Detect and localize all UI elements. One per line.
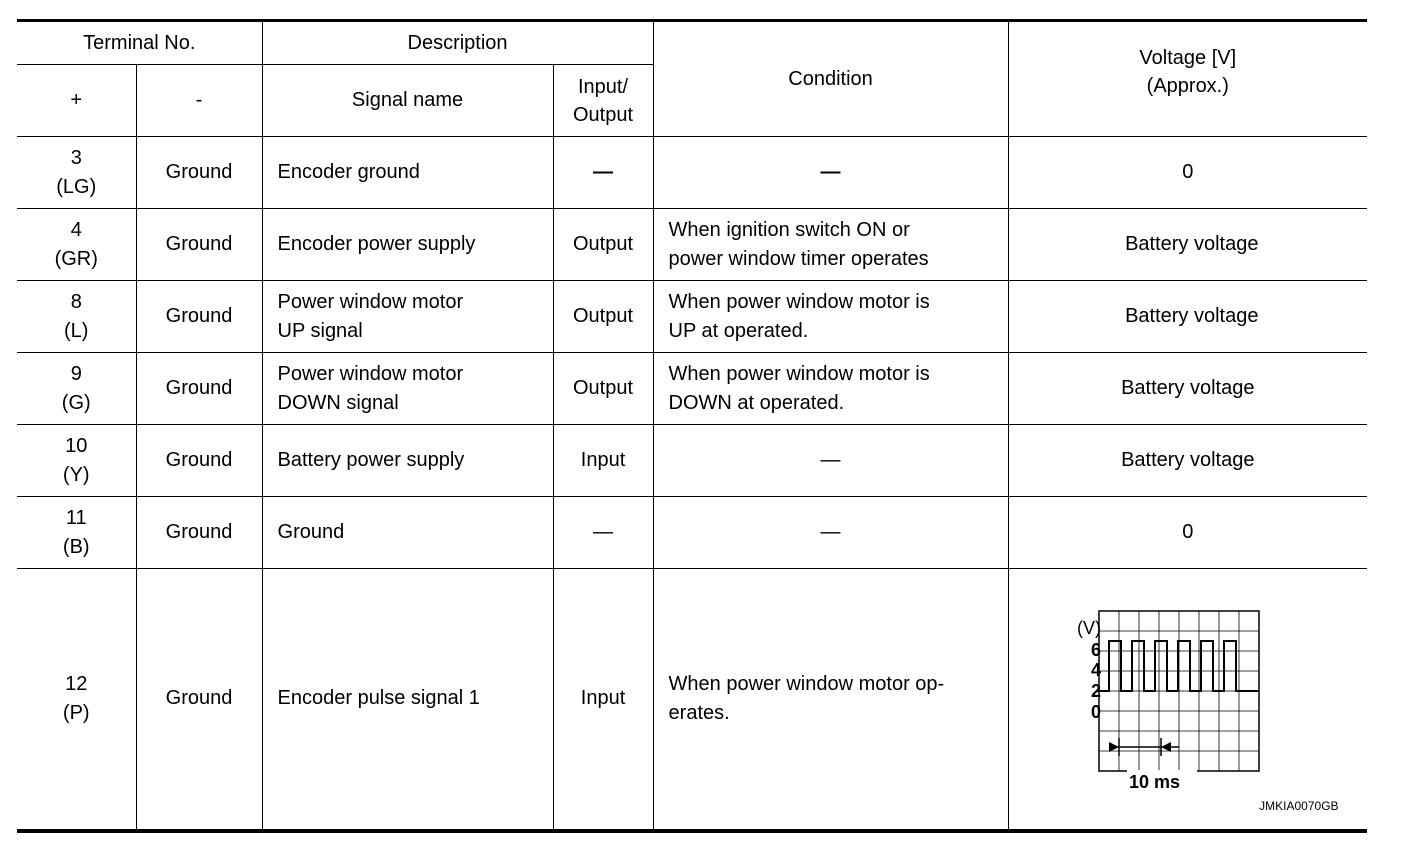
io-cell: Output [553,209,653,281]
signal-name-cell [262,137,553,209]
terminal-number: 11 [65,506,87,529]
wire-color: (G) [61,391,91,414]
signal-name-line: Encoder ground [277,161,420,183]
signal-name-line: Power window motor [277,290,464,313]
condition-line: UP at operated. [668,319,809,342]
wire-color: (P) [62,701,90,724]
wire-color: (L) [64,319,89,342]
signal-name-line: Encoder pulse signal 1 [277,687,480,710]
volt-unit-label: (V) [1076,618,1101,638]
header-io-line1: Input/ [578,75,629,98]
condition-cell [653,209,1008,281]
signal-name-line: Ground [277,521,345,543]
table-row [17,281,1367,353]
signal-name-cell [262,353,553,425]
signal-name-line: Encoder power supply [277,233,476,255]
pulse-signal-trace [1097,641,1259,691]
signal-name-line: UP signal [277,319,363,342]
y-tick-4: 4 [1090,660,1101,680]
header-voltage-line2: (Approx.) [1146,75,1229,97]
condition-cell [653,281,1008,353]
minus-cell: Ground [136,209,262,281]
voltage-waveform-cell [1008,569,1367,831]
header-io-line2: Output [573,103,634,126]
table-row [17,497,1367,569]
header-voltage-line1: Voltage [V] [1139,47,1237,69]
voltage-cell: Battery voltage [1008,425,1367,497]
voltage-cell: Battery voltage [1008,353,1367,425]
minus-cell: Ground [136,497,262,569]
terminal-number: 4 [70,218,82,241]
terminal-number: 10 [65,434,88,457]
terminal-cell [17,209,136,281]
terminal-number: 12 [65,672,88,695]
header-minus: - [136,65,262,137]
header-description: Description [262,21,653,65]
table-row [17,353,1367,425]
y-tick-0: 0 [1090,702,1101,722]
header-voltage [1008,21,1367,137]
terminal-number: 9 [70,362,82,385]
signal-name-line: DOWN signal [277,391,399,414]
waveform-figure [1009,569,1367,831]
header-input-output [553,65,653,137]
condition-line: When ignition switch ON or [668,218,910,241]
voltage-cell: 0 [1008,137,1367,209]
minus-cell: Ground [136,569,262,831]
y-tick-2: 2 [1090,681,1101,701]
terminal-number: 3 [70,146,82,169]
signal-name-cell [262,209,553,281]
condition-line: DOWN at operated. [668,391,845,414]
voltage-cell: Battery voltage [1008,209,1367,281]
time-scale-arrowhead [1109,742,1119,752]
minus-cell: Ground [136,281,262,353]
io-cell: Input [553,425,653,497]
io-cell: — [553,497,653,569]
time-scale-arrows [1109,738,1179,756]
header-condition: Condition [653,21,1008,137]
io-value: — [593,161,614,183]
time-scale-arrowhead [1161,742,1171,752]
header-plus: + [17,65,136,137]
terminal-cell [17,137,136,209]
terminal-spec-table [17,19,1367,833]
signal-name-cell [262,569,553,831]
condition-line: erates. [668,701,730,724]
wire-color: (Y) [62,463,90,486]
signal-name-cell [262,281,553,353]
table-row [17,569,1367,831]
condition-cell [653,137,1008,209]
condition-line: When power window motor is [668,362,930,385]
header-terminal-no: Terminal No. [17,21,262,65]
terminal-cell [17,425,136,497]
table-row [17,209,1367,281]
header-signal-name: Signal name [262,65,553,137]
condition-line: — [820,521,841,543]
voltage-cell: Battery voltage [1008,281,1367,353]
condition-line: When power window motor op- [668,672,945,695]
signal-name-cell [262,497,553,569]
io-cell: Output [553,281,653,353]
condition-line: When power window motor is [668,290,930,313]
figure-id: JMKIA0070GB [1259,799,1339,813]
wire-color: (B) [62,535,90,558]
wire-color: (LG) [56,175,97,198]
io-cell: Output [553,353,653,425]
condition-line: power window timer operates [668,247,929,270]
io-cell: Input [553,569,653,831]
signal-name-line: Power window motor [277,362,464,385]
time-scale-label: 10 ms [1128,772,1180,792]
signal-name-cell [262,425,553,497]
minus-cell: Ground [136,425,262,497]
minus-cell: Ground [136,137,262,209]
minus-cell: Ground [136,353,262,425]
condition-line: — [820,449,841,471]
condition-cell [653,353,1008,425]
terminal-number: 8 [70,290,82,313]
terminal-cell [17,281,136,353]
condition-line: — [820,161,841,183]
table-row [17,137,1367,209]
terminal-cell [17,353,136,425]
terminal-cell [17,497,136,569]
table-row [17,425,1367,497]
signal-name-line: Battery power supply [277,449,465,471]
condition-cell [653,425,1008,497]
terminal-cell [17,569,136,831]
condition-cell [653,569,1008,831]
wire-color: (GR) [54,247,98,270]
io-cell [553,137,653,209]
y-tick-6: 6 [1090,640,1101,660]
condition-cell [653,497,1008,569]
voltage-cell: 0 [1008,497,1367,569]
